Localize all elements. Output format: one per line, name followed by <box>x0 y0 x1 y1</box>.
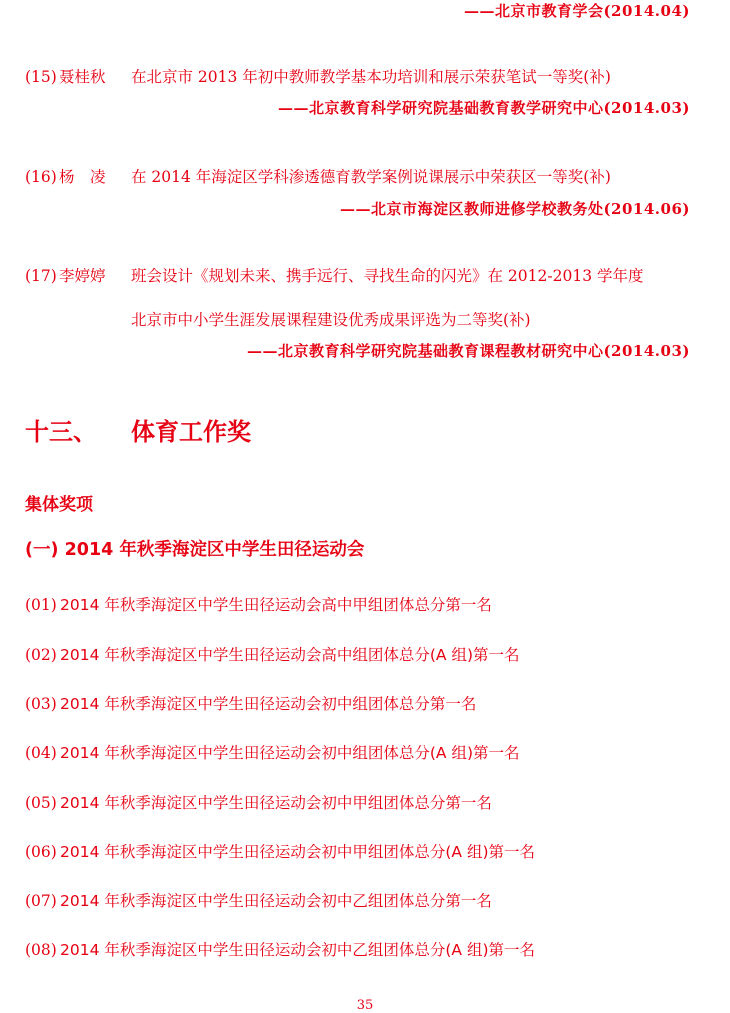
award-description: 班会设计《规划未来、携手远行、寻找生命的闪光》在 2012-2013 学年度 <box>131 267 644 285</box>
team-award-text: 2014 年秋季海淀区中学生田径运动会初中乙组团体总分第一名 <box>60 892 492 910</box>
team-award-text: 2014 年秋季海淀区中学生田径运动会初中甲组团体总分(A 组)第一名 <box>60 843 535 861</box>
group-title: (一) 2014 年秋季海淀区中学生田径运动会 <box>25 540 365 560</box>
team-award-item <box>25 598 492 614</box>
team-award-number: (06) <box>25 843 57 861</box>
team-award-number: (08) <box>25 941 57 959</box>
subsection-title: 集体奖项 <box>25 495 93 515</box>
award-number: (15) <box>25 68 57 86</box>
award-source: ——北京教育科学研究院基础教育教学研究中心(2014.03) <box>277 99 690 117</box>
team-award-item <box>25 796 492 812</box>
section-heading <box>25 420 251 444</box>
team-award-item <box>25 648 520 664</box>
team-award-text: 2014 年秋季海淀区中学生田径运动会初中甲组团体总分第一名 <box>60 794 492 812</box>
award-entry <box>25 70 611 86</box>
team-award-number: (05) <box>25 794 57 812</box>
award-entry <box>25 269 644 285</box>
team-award-text: 2014 年秋季海淀区中学生田径运动会高中甲组团体总分第一名 <box>60 596 492 614</box>
team-award-number: (03) <box>25 695 57 713</box>
team-award-text: 2014 年秋季海淀区中学生田径运动会高中组团体总分(A 组)第一名 <box>60 646 520 664</box>
team-award-item <box>25 943 535 959</box>
team-award-item <box>25 894 492 910</box>
award-recipient: 聂桂秋 <box>59 68 106 86</box>
team-award-item <box>25 697 476 713</box>
team-award-number: (02) <box>25 646 57 664</box>
award-description: 在 2014 年海淀区学科渗透德育教学案例说课展示中荣获区一等奖(补) <box>131 168 611 186</box>
page-number: 35 <box>356 998 374 1013</box>
award-source: ——北京市教育学会(2014.04) <box>463 2 690 20</box>
award-description-continued: 北京市中小学生涯发展课程建设优秀成果评选为二等奖(补) <box>131 311 531 329</box>
section-title: 体育工作奖 <box>131 418 251 446</box>
award-source: ——北京市海淀区教师进修学校教务处(2014.06) <box>339 200 690 218</box>
team-award-number: (04) <box>25 744 57 762</box>
award-source: ——北京教育科学研究院基础教育课程教材研究中心(2014.03) <box>246 342 690 360</box>
award-recipient: 杨 凌 <box>59 168 106 186</box>
award-recipient: 李婷婷 <box>59 267 106 285</box>
team-award-item <box>25 746 520 762</box>
team-award-number: (01) <box>25 596 57 614</box>
team-award-number: (07) <box>25 892 57 910</box>
section-index: 十三、 <box>25 418 97 446</box>
award-number: (16) <box>25 168 57 186</box>
award-description: 在北京市 2013 年初中教师教学基本功培训和展示荣获笔试一等奖(补) <box>131 68 611 86</box>
team-award-text: 2014 年秋季海淀区中学生田径运动会初中组团体总分第一名 <box>60 695 477 713</box>
team-award-text: 2014 年秋季海淀区中学生田径运动会初中组团体总分(A 组)第一名 <box>60 744 520 762</box>
team-award-text: 2014 年秋季海淀区中学生田径运动会初中乙组团体总分(A 组)第一名 <box>60 941 535 959</box>
award-entry <box>25 170 611 186</box>
team-award-item <box>25 845 535 861</box>
award-number: (17) <box>25 267 57 285</box>
